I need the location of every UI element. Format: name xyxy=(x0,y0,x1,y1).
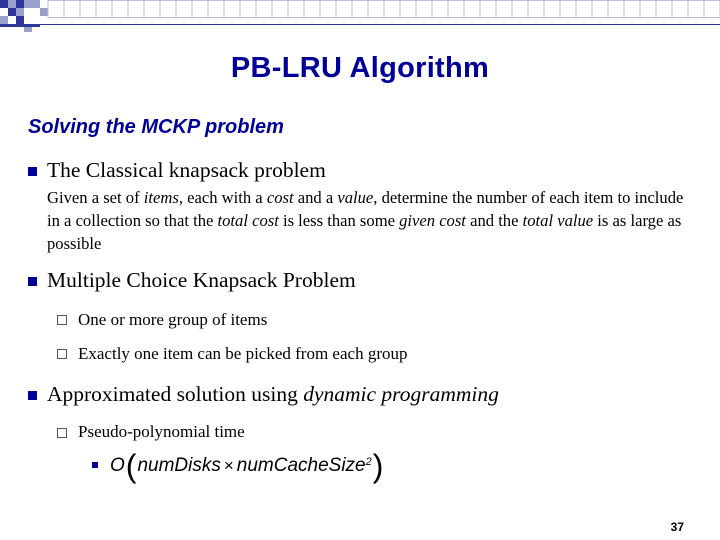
formula-open-paren: ( xyxy=(125,448,137,484)
bullet-heading-mckp: Multiple Choice Knapsack Problem xyxy=(47,268,356,292)
formula-exponent: 2 xyxy=(365,456,372,468)
checkbox-bullet-icon xyxy=(57,315,67,325)
slide-title: PB-LRU Algorithm xyxy=(230,52,490,84)
slide-subtitle: Solving the MCKP problem xyxy=(28,116,284,138)
square-bullet-icon xyxy=(28,277,37,286)
square-bullet-icon xyxy=(28,391,37,400)
subitem-pseudo-polynomial: Pseudo-polynomial time xyxy=(78,422,245,441)
page-number: 37 xyxy=(670,520,684,534)
formula-times: × xyxy=(223,456,234,475)
subitem-group-of-items: One or more group of items xyxy=(78,310,268,329)
formula-close-paren: ) xyxy=(372,448,384,484)
formula-term-numcachesize: numCacheSize xyxy=(236,455,366,476)
formula-big-o: O xyxy=(110,455,125,476)
bullet-heading-approximated-solution: Approximated solution using dynamic programming xyxy=(47,382,499,406)
complexity-formula xyxy=(110,450,384,482)
checkbox-bullet-icon xyxy=(57,349,67,359)
formula-term-numdisks: numDisks xyxy=(137,455,221,476)
header-decoration xyxy=(0,0,720,40)
subitem-one-item-per-group: Exactly one item can be picked from each group xyxy=(78,344,408,363)
square-bullet-icon xyxy=(28,167,37,176)
bullet-heading-classical-knapsack: The Classical knapsack problem xyxy=(47,158,326,182)
knapsack-definition: Given a set of items, each with a cost and a value, determine the number of each item to include in a collection so that the total cost is less than some given cost and the total value is as large as possible xyxy=(47,188,684,253)
checkbox-bullet-icon xyxy=(57,428,67,438)
small-square-bullet-icon xyxy=(92,462,98,468)
